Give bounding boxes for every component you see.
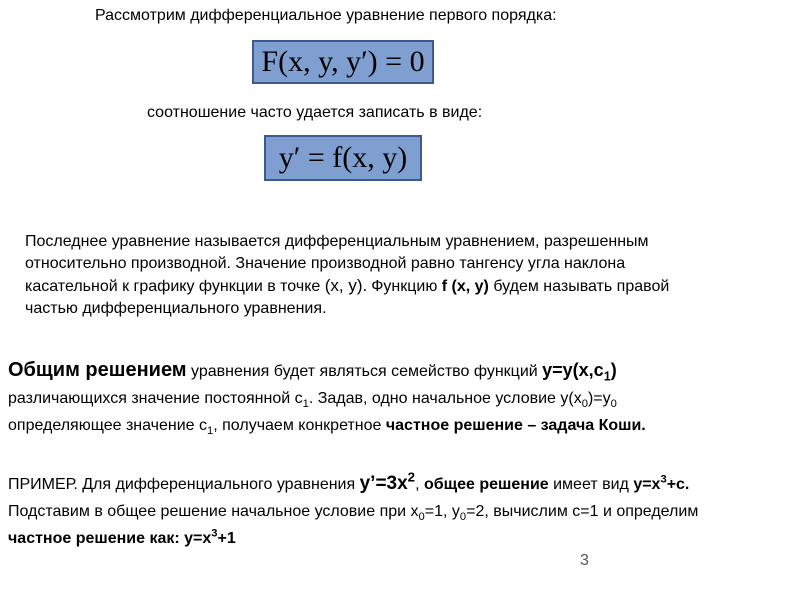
para3-line1: ПРИМЕР. Для дифференциального уравнения $у’=3х^2$, общее решение имеет вид $у=х^3+с$. bbox=[8, 469, 690, 494]
para1-line3a: касательной к графику функции в точке bbox=[25, 278, 325, 295]
example-general-solution: $у=х^3+с$. bbox=[633, 473, 690, 493]
explanation-paragraph bbox=[25, 231, 755, 320]
para3-line3 bbox=[8, 525, 798, 552]
para1-line4: частью дифференциального уравнения. bbox=[25, 300, 327, 317]
function-family: $у=у(х,с_1)$ bbox=[542, 360, 617, 384]
para1-line1: Последнее уравнение называется дифференциальным уравнением, разрешенным bbox=[25, 233, 649, 250]
para2-line3: определяющее значение $с_1$, получаем конкретное частное решение – задача Коши. bbox=[8, 417, 646, 438]
para2-text1: уравнения будет являться семейство функций bbox=[186, 363, 543, 380]
formula-explicit: y′ = f(x, y) bbox=[264, 135, 422, 181]
para1-line3c: будем называть правой bbox=[488, 278, 670, 295]
sub-intro-text: соотношение часто удается записать в виде: bbox=[147, 104, 483, 121]
page-number: 3 bbox=[580, 552, 589, 569]
para1-line2: относительно производной. Значение производной равно тангенсу угла наклона bbox=[25, 255, 626, 272]
para1-line3b: Функцию bbox=[371, 278, 442, 295]
example-paragraph bbox=[8, 470, 798, 552]
para3-line2: Подставим в общее решение начальное условие при $х_0=1$, $у_0=2$, вычислим с=1 и определим bbox=[8, 503, 699, 524]
para2-line2: различающихся значение постоянной $с_1$. Задав, одно начальное условие $у(х_0)=у_0$ bbox=[8, 390, 617, 411]
para1-line3 bbox=[25, 275, 755, 298]
formula-implicit: F(x, y, y′) = 0 bbox=[252, 40, 434, 84]
para2-line1 bbox=[8, 357, 788, 385]
point-notation: (х, у). bbox=[324, 276, 368, 295]
general-solution-label: общее решение bbox=[423, 476, 549, 493]
example-particular-solution: частное решение как: $у=х^3+1$ bbox=[8, 527, 236, 547]
particular-solution-term: частное решение – задача Коши. bbox=[385, 417, 646, 434]
example-equation: $у’=3х^2$ bbox=[359, 469, 416, 494]
general-solution-term: Общим решением bbox=[8, 359, 187, 381]
function-notation: f (x, y) bbox=[441, 278, 489, 295]
general-solution-paragraph bbox=[8, 357, 788, 439]
intro-text: Рассмотрим дифференциальное уравнение первого порядка: bbox=[95, 7, 557, 24]
